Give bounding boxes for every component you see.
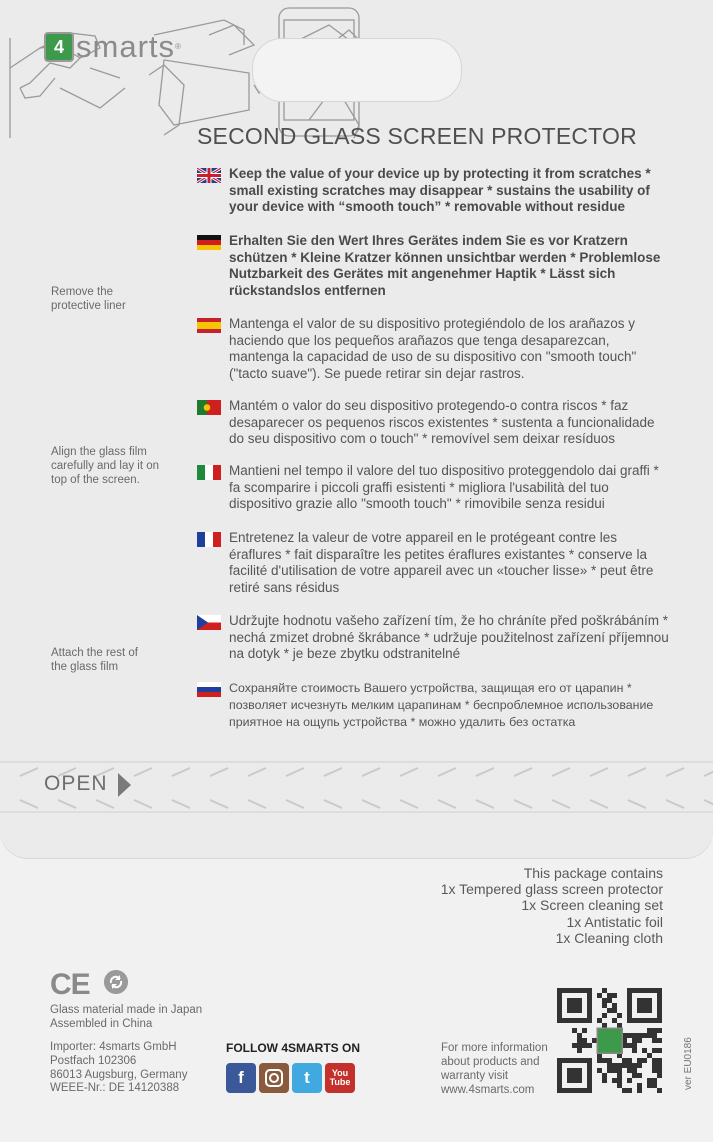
social-icons xyxy=(226,1063,355,1093)
facebook-icon[interactable]: f xyxy=(226,1063,256,1093)
origin-line: Assembled in China xyxy=(50,1018,153,1030)
logo-text: smarts xyxy=(76,29,175,64)
language-text-de: Erhalten Sie den Wert Ihres Gerätes indem Sie es vor Kratzern schützen * Kleine Kratzer können unsichtbar werden * Problemlose Nutzbarkeit des Gerätes mit angenehmer Haptik * Lässt sich rückstandslos entfernen xyxy=(229,233,661,298)
step-caption-2: Align the glass film carefully and lay it on top of the screen. xyxy=(51,446,160,486)
language-text-fr: Entretenez la valeur de votre appareil en le protégeant contre les éraflures * fait disparaître les petites éraflures existantes * conserve la facilité d'utilisation de votre appareil avec un «toucher lisse» * peut être retiré sans résidus xyxy=(229,530,654,595)
importer-line: 86013 Augsburg, Germany xyxy=(50,1068,188,1081)
language-text-en: Keep the value of your device up by protecting it from scratches * small existing scratches may disappear * sustains the usability of your device with “smooth touch” * removable without residue xyxy=(229,166,651,215)
youtube-icon[interactable]: You Tube xyxy=(325,1063,355,1093)
france-flag-icon xyxy=(197,532,221,547)
package-contents xyxy=(441,865,663,946)
importer-line: WEEE-Nr.: DE 14120388 xyxy=(50,1082,180,1095)
info-line: about products and xyxy=(441,1056,540,1068)
step-caption-3: Attach the rest of the glass film xyxy=(51,647,138,673)
open-arrow-icon xyxy=(118,773,131,797)
ce-mark-icon: CE xyxy=(50,968,90,1001)
recycle-icon xyxy=(104,970,128,994)
brand-logo: 4 smarts® xyxy=(44,32,182,62)
language-text-ru: Сохраняйте стоимость Вашего устройства, защищая его от царапин * позволяет исчезнуть мелким царапинам * беспроблемное использование приятное на ощупь устройства * можно удалить без остатка xyxy=(229,681,654,729)
qr-code[interactable] xyxy=(557,988,662,1093)
importer-info xyxy=(50,1041,187,1096)
origin-info xyxy=(50,1003,202,1031)
importer-line: Importer: 4smarts GmbH xyxy=(50,1041,177,1053)
instagram-icon[interactable] xyxy=(259,1063,289,1093)
origin-line: Glass material made in Japan xyxy=(50,1004,203,1016)
italy-flag-icon xyxy=(197,465,221,480)
website-link[interactable]: www.4smarts.com xyxy=(441,1084,535,1096)
hang-hole xyxy=(252,38,462,102)
czech-flag-icon xyxy=(197,615,221,630)
uk-flag-icon xyxy=(197,168,221,183)
more-info xyxy=(441,1041,548,1097)
info-line: warranty visit xyxy=(441,1070,509,1082)
follow-heading: FOLLOW 4SMARTS ON xyxy=(226,1041,360,1055)
package-item: 1x Cleaning cloth xyxy=(555,929,663,946)
language-text-es: Mantenga el valor de su dispositivo protegiéndolo de los arañazos y haciendo que los pequeños arañazos que tenga desaparezcan, mantenga la capacidad de uso de su dispositivo con "smooth touch" ("tacto suave"). Se puede retirar sin dejar rastros. xyxy=(229,316,637,381)
language-text-it: Mantieni nel tempo il valore del tuo dispositivo proteggendolo dai graffi * fa scomparire i piccoli graffi esistenti * migliora l'usabilità del tuo dispositivo grazie allo "smooth touch" * rimovibile senza residui xyxy=(229,463,659,512)
language-text-cz: Udržujte hodnotu vašeho zařízení tím, že ho chráníte před poškrábáním * nechá zmizet drobné škrábance * udržuje použitelnost zařízení příjemnou na dotyk * je beze zbytku odstranitelné xyxy=(229,613,669,662)
open-label[interactable]: OPEN xyxy=(44,772,108,795)
portugal-flag-icon xyxy=(197,400,221,415)
language-text-pt: Mantém o valor do seu dispositivo protegendo-o contra riscos * faz desaparecer os pequenos riscos existentes * sustenta a funcionalidade do seu dispositivo com o touch" * removível sem deixar resíduos xyxy=(229,398,655,447)
spain-flag-icon xyxy=(197,318,221,333)
germany-flag-icon xyxy=(197,235,221,250)
info-line: For more information xyxy=(441,1042,548,1054)
package-item: 1x Screen cleaning set xyxy=(521,897,663,914)
version-code: ver EU0186 xyxy=(683,1037,694,1090)
page-title: SECOND GLASS SCREEN PROTECTOR xyxy=(197,123,637,149)
package-heading: This package contains xyxy=(523,865,663,881)
step-caption-1: Remove the protective liner xyxy=(51,286,126,312)
logo-badge: 4 xyxy=(44,32,74,62)
twitter-icon[interactable]: t xyxy=(292,1063,322,1093)
russia-flag-icon xyxy=(197,682,221,697)
package-item: 1x Tempered glass screen protector xyxy=(440,881,663,898)
importer-line: Postfach 102306 xyxy=(50,1054,137,1067)
package-item: 1x Antistatic foil xyxy=(566,913,663,930)
